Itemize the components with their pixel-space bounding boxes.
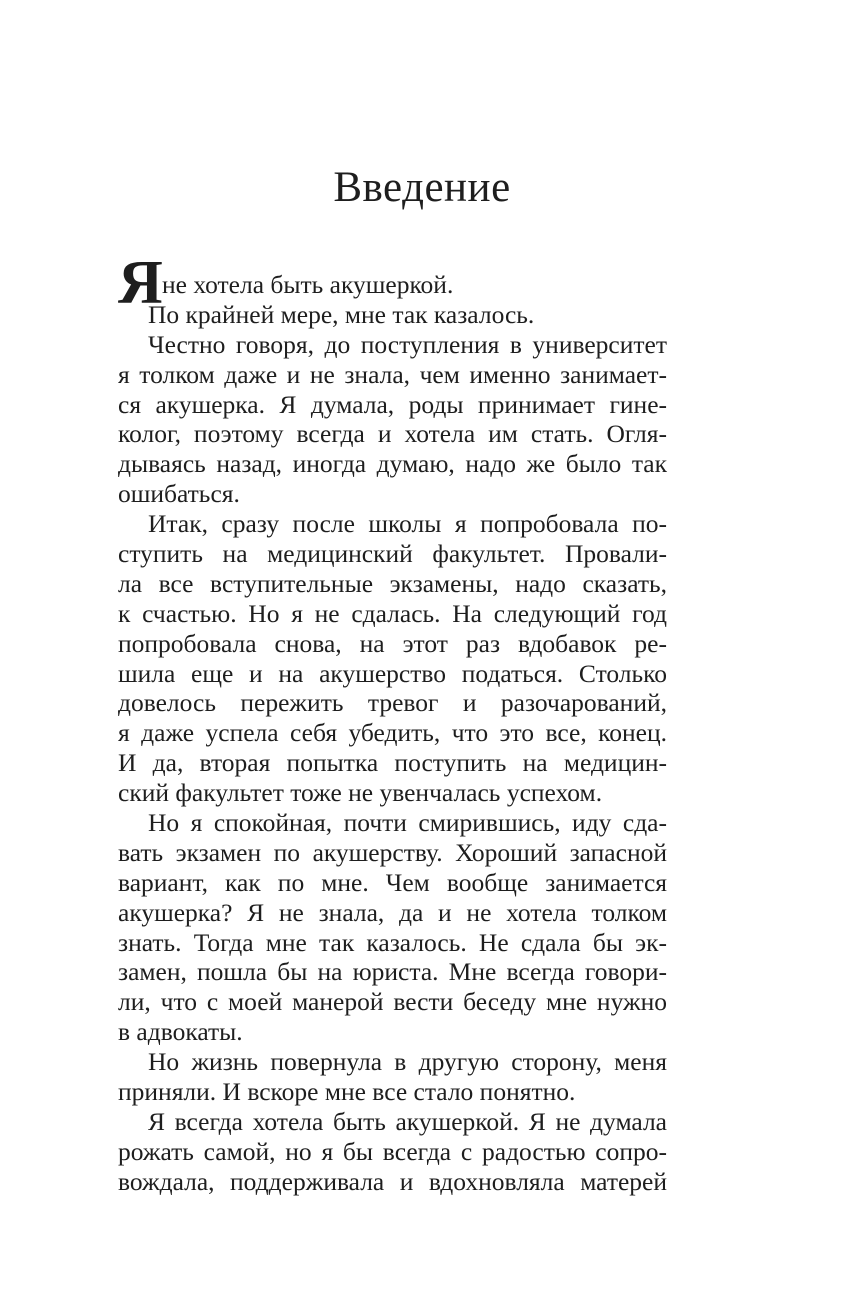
text-line-content: ошибаться. [118, 479, 240, 509]
text-line [118, 390, 667, 420]
text-line-content: рожать самой, но я бы всегда с радостью сопро- [118, 1136, 667, 1166]
text-line [118, 868, 667, 898]
text-line-content: ся акушерка. Я думала, роды принимает гине- [118, 389, 667, 419]
text-line [118, 778, 667, 808]
body-text [118, 249, 667, 1197]
text-line-content: вариант, как по мне. Чем вообще занимается [118, 867, 667, 897]
text-line-content: вождала, поддерживала и вдохновляла матерей [118, 1166, 667, 1196]
text-line [118, 1137, 667, 1167]
text-line [118, 748, 667, 778]
text-line [118, 449, 667, 479]
text-line [118, 1047, 667, 1077]
text-line [118, 539, 667, 569]
text-line-content: вать экзамен по акушерству. Хороший запасной [118, 837, 667, 867]
text-line-content: По крайней мере, мне так казалось. [148, 299, 535, 329]
chapter-title: Введение [333, 164, 511, 211]
text-line-content: И да, вторая попытка поступить на медицин- [118, 748, 667, 778]
text-line [118, 987, 667, 1017]
text-line [118, 808, 667, 838]
text-line-content: акушерка? Я не знала, да и не хотела толком [118, 897, 667, 927]
text-line-content: ступить на медицинский факультет. Провали- [118, 539, 667, 569]
text-line [118, 599, 667, 629]
text-line [118, 898, 667, 928]
text-line [118, 1077, 667, 1107]
text-line [118, 419, 667, 449]
text-line-content: я даже успела себя убедить, что это все, конец. [118, 718, 667, 748]
text-line-content: знать. Тогда мне так казалось. Не сдала бы эк- [118, 927, 667, 957]
text-line-content: замен, пошла бы на юриста. Мне всегда говори- [118, 957, 667, 987]
text-line-content: ла все вступительные экзамены, надо сказать, [118, 568, 667, 598]
text-line [118, 957, 667, 987]
text-line-content: я толком даже и не знала, чем именно занимает- [118, 359, 667, 389]
text-line-content: приняли. И вскоре мне все стало понятно. [118, 1077, 576, 1107]
text-line [118, 479, 667, 509]
text-line [118, 659, 667, 689]
text-line-content: не хотела быть акушеркой. [162, 270, 454, 299]
text-line-content: довелось пережить тревог и разочарований, [118, 688, 667, 718]
text-line [118, 718, 667, 748]
text-line [118, 838, 667, 868]
text-line [118, 360, 667, 390]
text-line-content: попробовала снова, на этот раз вдобавок ре- [118, 628, 667, 658]
text-line-content: шила еще и на акушерство податься. Столько [118, 658, 667, 688]
text-line-content: Но я спокойная, почти смирившись, иду сда- [148, 808, 667, 838]
text-line [118, 509, 667, 539]
text-line [118, 1017, 667, 1047]
text-line [118, 1107, 667, 1137]
text-line [118, 688, 667, 718]
text-line-content: Итак, сразу после школы я попробовала по- [148, 509, 667, 539]
text-line-content: ский факультет тоже не увенчалась успехом. [118, 778, 603, 808]
text-line-content: в адвокаты. [118, 1017, 243, 1047]
text-line-content: ли, что с моей манерой вести беседу мне нужно [118, 987, 667, 1017]
text-line [118, 1167, 667, 1197]
text-line [118, 330, 667, 360]
drop-cap: Я [118, 249, 163, 317]
text-line-content: Честно говоря, до поступления в университет [148, 329, 667, 359]
text-line-content: к счастью. Но я не сдалась. На следующий год [118, 598, 667, 628]
text-line [118, 629, 667, 659]
text-line [118, 928, 667, 958]
text-line [118, 300, 667, 330]
text-line-content: Я всегда хотела быть акушеркой. Я не думала [148, 1106, 667, 1136]
text-line-content: дываясь назад, иногда думаю, надо же было так [118, 449, 667, 479]
text-line-content: Но жизнь повернула в другую сторону, меня [148, 1047, 667, 1077]
text-line [118, 569, 667, 599]
text-line-content: колог, поэтому всегда и хотела им стать. Огля- [118, 419, 667, 449]
